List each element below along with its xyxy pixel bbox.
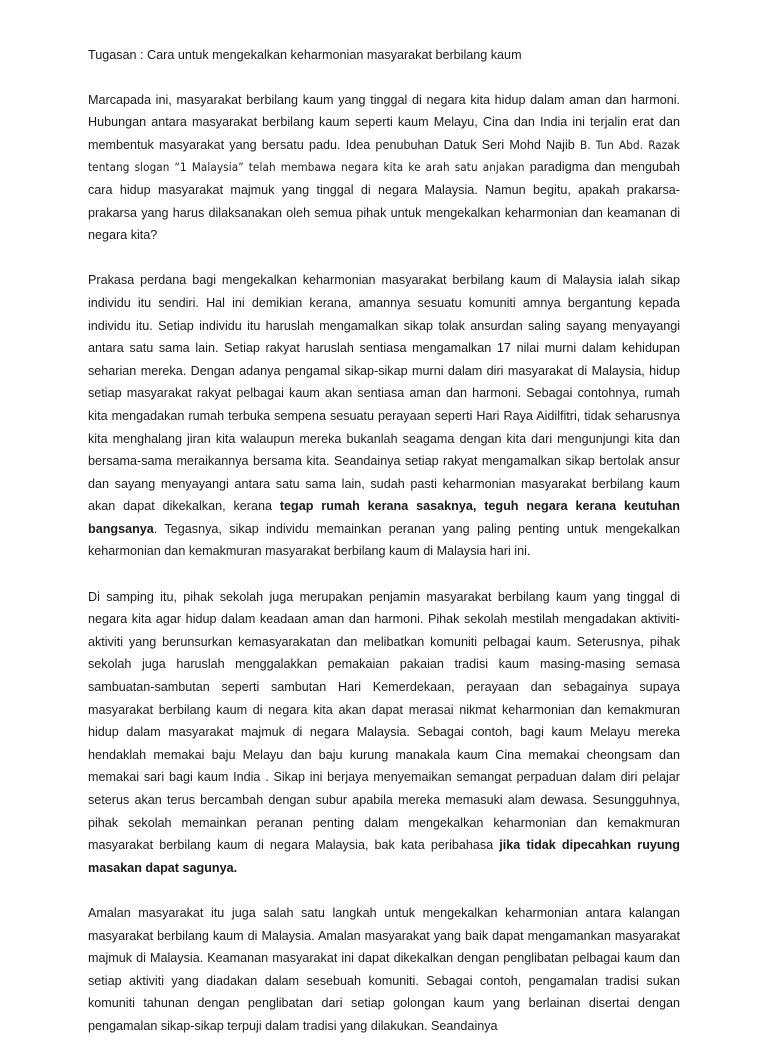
paragraph-community-practice: [88, 902, 680, 1038]
proverb-highlight: jika tidak dipecahkan ruyung masakan dapat sagunya.: [88, 838, 680, 875]
paragraph-school-role: [88, 586, 680, 880]
paragraph-individual-attitude: [88, 269, 680, 563]
paragraph-text: Prakasa perdana bagi mengekalkan keharmonian masyarakat berbilang kaum di Malaysia ialah sikap individu itu sendiri. Hal ini demikian kerana, amannya sesuatu komuniti amnya bergantung kepada individu itu. Setiap individu itu haruslah mengamalkan sikap tolak ansurdan saling sayang menyayangi antara satu sama lain. Setiap rakyat haruslah sentiasa mengamalkan 17 nilai murni dalam kehidupan seharian mereka. Dengan adanya pengamal sikap-sikap murni dalam diri masyarakat di Malaysia, hidup setiap masyarakat rakyat pelbagai kaum akan sentiasa aman dan harmoni. Sebagai contohnya, rumah kita mengadakan rumah terbuka sempena sesuatu perayaan seperti Hari Raya Aidilfitri, tidak seharusnya kita menghalang jiran kita walaupun mereka bukanlah seagama dengan kita dari mengunjungi kita dan bersama-sama meraikannya bersama kita. Seandainya setiap rakyat mengamalkan sikap bertolak ansur dan sayang menyayangi antara satu sama lain, sudah pasti keharmonian masyarakat berbilang kaum akan dapat dikekalkan, kerana: [88, 273, 680, 514]
paragraph-text: . Tegasnya, sikap individu memainkan peranan yang paling penting untuk mengekalkan keharmonian dan kemakmuran masyarakat berbilang kaum di Malaysia hari ini.: [88, 521, 680, 559]
paragraph-text: paradigma dan mengubah cara hidup masyarakat majmuk yang tinggal di negara Malaysia. Namun begitu, apakah prakarsa-prakarsa yang harus dilaksanakan oleh semua pihak untuk mengekalkan keharmonian dan keamanan di negara kita?: [88, 160, 680, 243]
paragraph-text-condensed: B. Tun Abd. Razak tentang slogan “1 Malaysia” telah membawa negara kita ke arah satu anjakan: [88, 137, 681, 175]
paragraph-text: Amalan masyarakat itu juga salah satu langkah untuk mengekalkan keharmonian antara kalangan masyarakat berbilang kaum di Malaysia. Amalan masyarakat yang baik dapat mengamankan masyarakat majmuk di Malaysia. Keamanan masyarakat ini dapat dikekalkan dengan penglibatan pelbagai kaum dan setiap aktiviti yang diadakan dalam sesebuah komuniti. Sebagai contoh, pengamalan tradisi sukan komuniti tahunan dengan penglibatan dari setiap golongan kaum yang berlainan disertai dengan pengamalan sikap-sikap terpuji dalam tradisi yang dilakukan. Seandainya: [88, 905, 680, 1033]
document-title: Tugasan : Cara untuk mengekalkan keharmonian masyarakat berbilang kaum: [88, 48, 522, 62]
document-page: [88, 44, 680, 1060]
proverb-highlight: tegap rumah kerana sasaknya, teguh negara kerana keutuhan bangsanya: [88, 499, 680, 536]
paragraph-text: Di samping itu, pihak sekolah juga merupakan penjamin masyarakat berbilang kaum yang tinggal di negara kita agar hidup dalam keadaan aman dan harmoni. Pihak sekolah mestilah mengadakan aktiviti-aktiviti yang berunsurkan kemasyarakatan dan melibatkan komuniti pelbagai kaum. Seterusnya, pihak sekolah juga haruslah menggalakkan pemakaian pakaian tradisi kaum masing-masing semasa sambuatan-sambutan seperti sambutan Hari Kemerdekaan, perayaan dan sebagainya supaya masyarakat berbilang kaum di negara kita akan dapat merasai nikmat keharmonian dan kemakmuran hidup dalam masyarakat majmuk di negara Malaysia. Sebagai contoh, bagi kaum Melayu mereka hendaklah memakai baju Melayu dan baju kurung manakala kaum Cina memakai cheongsam dan memakai sari bagi kaum India . Sikap ini berjaya menyemaikan semangat perpaduan dalam diri pelajar seterus akan terus bercambah dengan subur apabila mereka memasuki alam dewasa. Sesungguhnya, pihak sekolah memainkan peranan penting dalam mengekalkan keharmonian dan kemakmuran masyarakat berbilang kaum di negara Malaysia, bak kata peribahasa: [88, 589, 680, 853]
paragraph-text: Marcapada ini, masyarakat berbilang kaum yang tinggal di negara kita hidup dalam aman dan harmoni. Hubungan antara masyarakat berbilang kaum seperti kaum Melayu, Cina dan India ini terjalin erat dan membentuk masyarakat yang bersatu padu. Idea penubuhan Datuk Seri Mohd Najib: [88, 92, 680, 152]
paragraph-intro: [88, 89, 680, 247]
